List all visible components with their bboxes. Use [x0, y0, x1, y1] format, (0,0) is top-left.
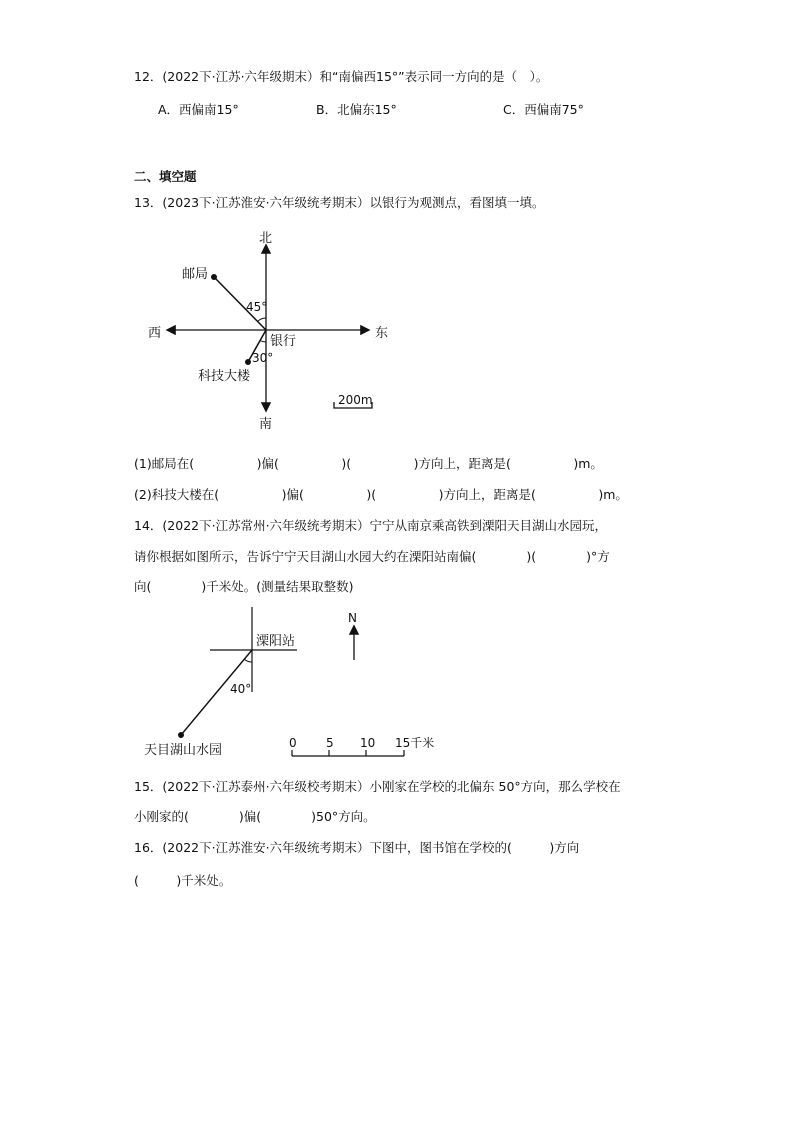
- section-title: 二、填空题: [134, 169, 197, 184]
- label-east: 东: [375, 326, 389, 341]
- label-station: 溧阳站: [256, 634, 296, 649]
- label-north: 北: [259, 231, 273, 246]
- label-angle: 40°: [230, 682, 252, 696]
- q16-line1: 16．(2022下·江苏淮安·六年级统考期末）下图中，图书馆在学校的( )方向: [134, 840, 580, 855]
- label-post-office: 邮局: [182, 267, 209, 282]
- label-post-angle: 45°: [246, 300, 268, 314]
- label-center: 银行: [270, 334, 297, 349]
- q12-option-c: C．西偏南75°: [503, 102, 584, 117]
- q14-line3: 向( )千米处。(测量结果取整数): [134, 579, 354, 594]
- label-tech-building: 科技大楼: [198, 369, 251, 384]
- q12-option-a: A．西偏南15°: [158, 102, 239, 117]
- q12-option-b: B．北偏东15°: [316, 102, 397, 117]
- q13-line2: (2)科技大楼在( )偏( )( )方向上，距离是( )m。: [134, 487, 628, 502]
- label-south: 南: [259, 417, 273, 432]
- label-scale: 200m: [338, 393, 373, 407]
- destination-dot: [178, 732, 184, 738]
- scale-label-10: 10: [360, 736, 376, 750]
- q16-line2: ( )千米处。: [134, 873, 232, 888]
- label-north: N: [348, 611, 357, 625]
- q13-stem: 13．(2023下·江苏淮安·六年级统考期末）以银行为观测点，看图填一填。: [134, 195, 545, 210]
- q15-line2: 小刚家的( )偏( )50°方向。: [134, 809, 376, 824]
- q15-line1: 15．(2022下·江苏泰州·六年级校考期末）小刚家在学校的北偏东 50°方向，那么学校在: [134, 779, 621, 794]
- scale-label-15: 15千米: [395, 736, 435, 750]
- label-destination: 天目湖山水园: [144, 743, 223, 758]
- label-tech-angle: 30°: [252, 351, 274, 365]
- q14-line2: 请你根据如图所示，告诉宁宁天目湖山水园大约在溧阳站南偏( )( )°方: [134, 549, 610, 564]
- scale-label-0: 0: [289, 736, 297, 750]
- q12-stem: 12．(2022下·江苏·六年级期末）和“南偏西15°”表示同一方向的是（ ）。: [134, 69, 549, 84]
- q14-line1: 14．(2022下·江苏常州·六年级统考期末）宁宁从南京乘高铁到溧阳天目湖山水园玩，: [134, 518, 608, 533]
- angle-arc: [244, 659, 252, 662]
- q13-line1: (1)邮局在( )偏( )( )方向上，距离是( )m。: [134, 456, 603, 471]
- label-west: 西: [148, 326, 162, 341]
- scale-label-5: 5: [326, 736, 334, 750]
